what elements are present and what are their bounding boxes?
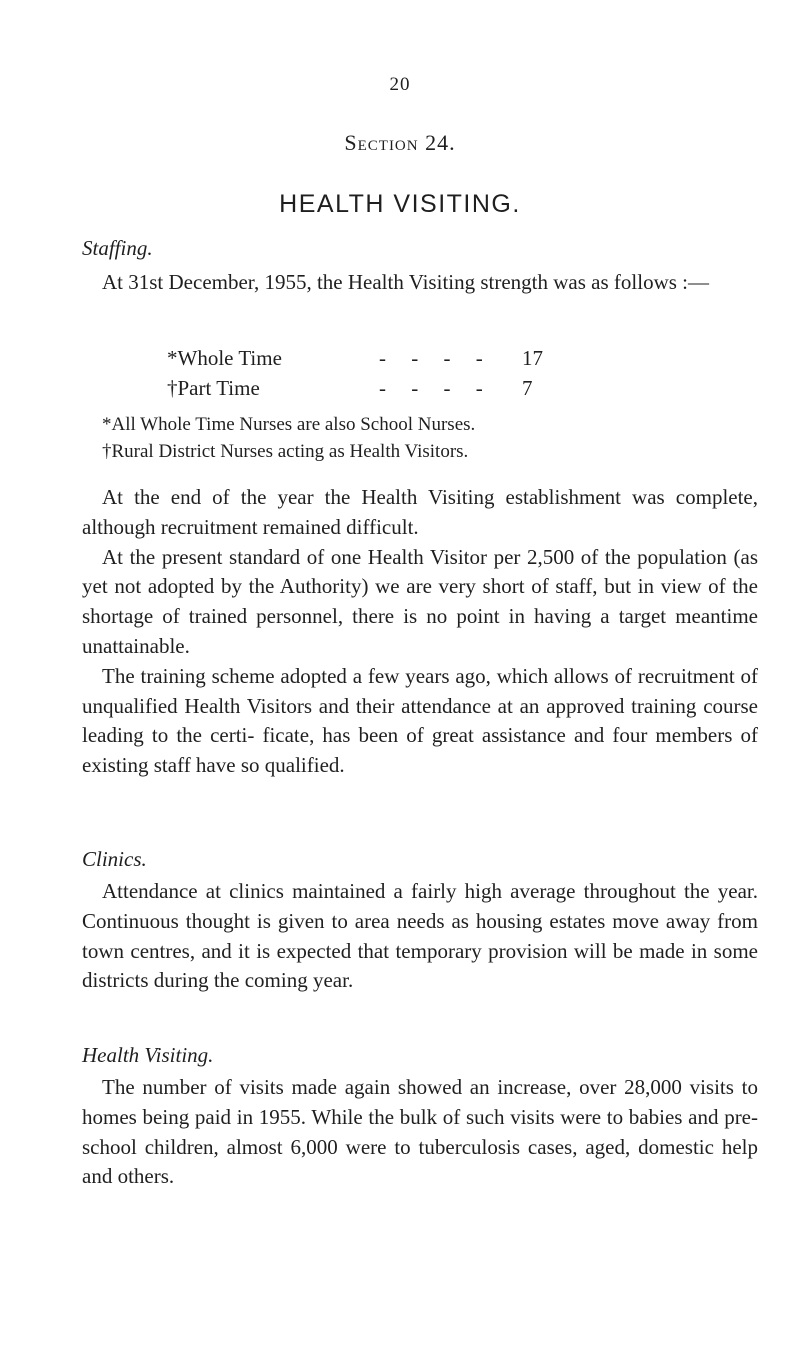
clinics-heading: Clinics. (82, 847, 147, 871)
staffing-heading: Staffing. (82, 236, 153, 260)
health-visiting-body (82, 1073, 758, 1192)
staffing-intro-text: At 31st December, 1955, the Health Visiting strength was as follows :— (102, 270, 710, 294)
staffing-body (82, 483, 758, 781)
staff-row-value: 7 (522, 376, 533, 400)
staff-row-label: †Part Time (167, 376, 260, 400)
page-title: HEALTH VISITING. (279, 190, 521, 218)
staff-row-label: *Whole Time (167, 346, 282, 370)
health-visiting-paragraph: The number of visits made again showed an increase, over 28,000 visits to homes being paid in 1955. While the bulk of such visits were to babies and pre-school children, almost 6,000 were to tuberculosis cases, aged, domestic help and others. (82, 1075, 758, 1189)
section-heading: Section 24. (344, 130, 456, 155)
page-number: 20 (389, 74, 411, 95)
staff-row-leader: - - - - (379, 346, 493, 370)
health-visiting-heading: Health Visiting. (82, 1043, 214, 1067)
clinics-paragraph: Attendance at clinics maintained a fairly high average throughout the year. Continuous thought is given to area needs as housing estates move away from town centres, and it is expected that temporary provision will be made in some districts during the coming year. (82, 879, 758, 993)
staffing-paragraph: At the present standard of one Health Visitor per 2,500 of the population (as yet not adopted by the Authority) we are very short of staff, but in view of the shortage of trained personnel, there is no point in having a target meantime unattainable. (82, 544, 758, 658)
clinics-body (82, 877, 758, 996)
staffing-paragraph: At the end of the year the Health Visiting establishment was complete, although recruitment remained difficult. (82, 485, 758, 539)
footnote-whole-time: *All Whole Time Nurses are also School Nurses. (102, 414, 476, 435)
staffing-intro (82, 268, 758, 298)
staff-row-leader: - - - - (379, 376, 493, 400)
staff-row-part-time (167, 376, 687, 406)
staff-row-whole-time (167, 346, 687, 376)
staff-row-value: 17 (522, 346, 543, 370)
staffing-paragraph: The training scheme adopted a few years ago, which allows of recruitment of unqualified Health Visitors and their attendance at an approved training course leading to the certi- ficate, has been of great assistance and four members of existing staff have so qualified. (82, 663, 758, 778)
footnote-part-time: †Rural District Nurses acting as Health Visitors. (102, 441, 469, 462)
